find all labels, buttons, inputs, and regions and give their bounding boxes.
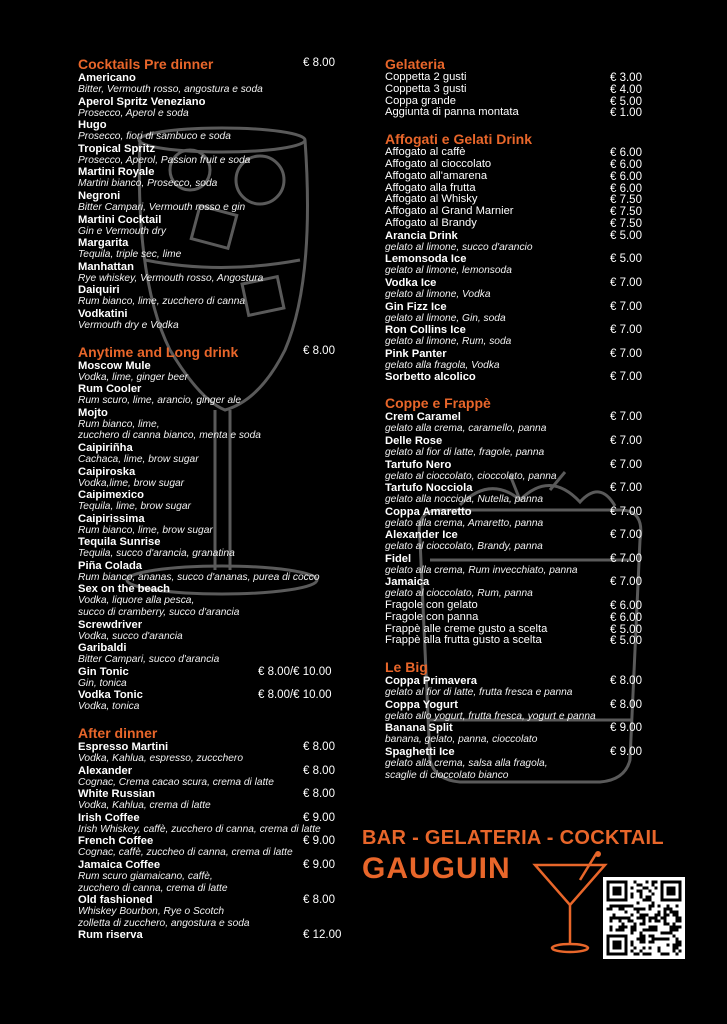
item-description: Vodka, Kahlua, crema di latte — [78, 800, 211, 812]
item-name: Coppetta 3 gusti — [385, 82, 467, 95]
item-name: Espresso Martini — [78, 741, 169, 754]
item-name: Lemonsoda Ice — [385, 253, 467, 266]
item-description: gelato al limone, Gin, soda — [385, 312, 506, 324]
item-name: Fidel — [385, 552, 412, 565]
item-price: € 7.00 — [610, 552, 642, 565]
menu-item — [385, 459, 665, 483]
item-name: Rum riserva — [78, 929, 143, 942]
item-name: Aggiunta di panna montata — [385, 106, 519, 119]
item-description: Rum scuro giamaicano, caffè, — [78, 871, 213, 882]
item-name: Caipiroska — [78, 465, 136, 478]
item-price: € 8.00 — [303, 894, 335, 907]
section-price: € 8.00 — [303, 344, 335, 357]
item-description: zucchero di canna, crema di latte — [78, 882, 228, 894]
item-name: Moscow Mule — [78, 359, 151, 372]
item-name: Coppa Yogurt — [385, 698, 458, 711]
item-price: € 7.00 — [610, 411, 642, 424]
item-description: gelato al limone, Rum, soda — [385, 336, 512, 348]
menu-item — [385, 411, 665, 435]
item-name: Caipimexico — [78, 489, 144, 502]
item-name: Piña Colada — [78, 559, 143, 572]
item-price: € 9.00 — [610, 746, 642, 759]
menu-item — [78, 72, 358, 96]
item-name: Hugo — [78, 119, 107, 132]
section-title: After dinner — [78, 725, 158, 742]
menu-item — [385, 253, 665, 277]
menu-item — [78, 284, 358, 308]
item-name: Rum Cooler — [78, 383, 142, 396]
item-price: € 7.00 — [610, 324, 642, 337]
menu-item — [78, 489, 358, 513]
item-description: gelato allo yogurt, frutta fresca, yogurt e panna — [385, 710, 596, 722]
item-price: € 7.00 — [610, 347, 642, 360]
item-name: Affogato al Brandy — [385, 216, 477, 229]
menu-item — [78, 812, 358, 836]
item-name: Americano — [78, 72, 136, 84]
item-price: € 8.00 — [303, 764, 335, 777]
item-name: Affogato al Whisky — [385, 193, 478, 206]
item-price: € 9.00 — [303, 859, 335, 871]
menu-item — [78, 765, 358, 789]
menu-item — [78, 96, 358, 120]
item-name: Daiquiri — [78, 284, 120, 297]
item-description: gelato alla fragola, Vodka — [385, 359, 500, 371]
item-price: € 1.00 — [610, 107, 642, 120]
item-price: € 9.00 — [303, 811, 335, 824]
item-description: zolletta di zucchero, angostura e soda — [78, 917, 250, 929]
section-title: Cocktails Pre dinner — [78, 56, 214, 72]
menu-item — [78, 119, 358, 143]
item-name: Affogato al caffè — [385, 146, 466, 159]
item-description: gelato al cioccolato, Rum, panna — [385, 588, 533, 600]
item-price: € 8.00 — [303, 788, 335, 801]
menu-item — [78, 237, 358, 261]
menu-item — [78, 407, 358, 442]
item-description: Vodka,lime, brow sugar — [78, 477, 185, 489]
item-price: € 9.00 — [303, 835, 335, 848]
item-name: Affogato alla frutta — [385, 181, 476, 194]
menu-item — [385, 746, 665, 781]
item-name: Irish Coffee — [78, 811, 140, 824]
item-price: € 8.00/€ 10.00 — [258, 689, 332, 702]
item-description: Cachaca, lime, brow sugar — [78, 453, 199, 465]
item-price: € 7.50 — [610, 194, 642, 207]
menu-item — [78, 360, 358, 384]
item-price: € 3.00 — [610, 72, 642, 84]
item-price: € 7.00 — [610, 576, 642, 589]
item-name: Screwdriver — [78, 618, 143, 631]
item-name: Tartufo Nero — [385, 458, 452, 471]
item-description: Prosecco, fiori di sambuco e soda — [78, 131, 231, 143]
item-name: French Coffee — [78, 835, 154, 848]
menu-item — [78, 666, 358, 690]
item-price: € 5.00 — [610, 95, 642, 108]
item-description: banana, gelato, panna, cioccolato — [385, 734, 538, 746]
item-name: Arancia Drink — [385, 229, 458, 242]
item-price: € 8.00 — [303, 741, 335, 754]
menu-section — [78, 344, 358, 714]
item-price: € 5.00 — [610, 229, 642, 242]
menu-item — [78, 859, 358, 894]
menu-item — [385, 675, 665, 699]
item-price: € 7.00 — [610, 458, 642, 471]
item-name: Jamaica Coffee — [78, 859, 161, 871]
menu-item — [385, 576, 665, 600]
item-price: € 6.00 — [610, 600, 642, 613]
menu-item — [78, 619, 358, 643]
item-price: € 4.00 — [610, 83, 642, 96]
item-description: Martini bianco, Prosecco, soda — [78, 178, 218, 190]
menu-item — [385, 218, 665, 230]
item-price: € 6.00 — [610, 611, 642, 624]
item-name: Sex on the beach — [78, 583, 171, 596]
item-name: Garibaldi — [78, 642, 127, 655]
item-name: Tropical Spritz — [78, 142, 156, 155]
menu-section — [385, 56, 665, 119]
item-description: Vodka, tonica — [78, 701, 140, 713]
item-price: € 7.00 — [610, 434, 642, 447]
menu-section — [78, 56, 358, 332]
menu-item — [78, 442, 358, 466]
item-description: Tequila, lime, brow sugar — [78, 501, 191, 513]
menu-item — [78, 166, 358, 190]
left-column — [78, 56, 358, 953]
menu-section — [78, 725, 358, 941]
menu-item — [385, 230, 665, 254]
item-price: € 8.00 — [610, 675, 642, 688]
item-description: Bitter, Vermouth rosso, angostura e soda — [78, 84, 263, 95]
item-name: Fragole con panna — [385, 610, 479, 623]
section-header — [78, 344, 358, 360]
item-price: € 7.00 — [610, 505, 642, 518]
item-name: Ron Collins Ice — [385, 324, 466, 337]
item-name: Tartufo Nocciola — [385, 482, 473, 495]
menu-item — [78, 190, 358, 214]
item-price: € 8.00 — [610, 698, 642, 711]
item-name: Tequila Sunrise — [78, 536, 161, 549]
item-description: Vodka, liquore alla pesca, — [78, 595, 195, 607]
menu-item — [78, 835, 358, 859]
menu-item — [78, 583, 358, 618]
menu-item — [78, 689, 358, 713]
item-price: € 6.00 — [610, 147, 642, 160]
menu-item — [78, 513, 358, 537]
item-description: scaglie di cioccolato bianco — [385, 769, 509, 781]
item-description: Bitter Campari, succo d'arancia — [78, 654, 220, 666]
item-name: Aperol Spritz Veneziano — [78, 95, 206, 108]
item-name: Coppa Amaretto — [385, 505, 472, 518]
item-name: White Russian — [78, 788, 156, 801]
item-description: Irish Whiskey, caffè, zucchero di canna, crema di latte — [78, 823, 321, 835]
section-title: Anytime and Long drink — [78, 343, 239, 360]
menu-item — [78, 536, 358, 560]
right-column — [385, 56, 665, 793]
item-description: Rye whiskey, Vermouth rosso, Angostura — [78, 272, 264, 284]
menu-section — [385, 395, 665, 647]
item-name: Affogato al Grand Marnier — [385, 205, 514, 218]
qr-code-icon[interactable] — [603, 877, 685, 959]
item-description: Vermouth dry e Vodka — [78, 319, 179, 331]
menu-item — [78, 466, 358, 490]
item-name: Affogato al cioccolato — [385, 157, 492, 170]
item-name: Jamaica — [385, 576, 430, 589]
item-name: Pink Panter — [385, 347, 447, 360]
item-description: gelato alla crema, caramello, panna — [385, 423, 547, 435]
brand-name: GAUGUIN — [362, 852, 511, 885]
menu-item — [78, 308, 358, 332]
section-header — [78, 725, 358, 741]
menu-item — [385, 348, 665, 372]
section-title: Affogati e Gelati Drink — [385, 131, 533, 148]
item-name: Affogato all'amarena — [385, 169, 488, 182]
section-title: Le Big — [385, 659, 428, 676]
item-description: Prosecco, Aperol, Passion fruit e soda — [78, 154, 251, 166]
cocktail-glass-icon — [530, 850, 610, 960]
item-price: € 7.00 — [610, 529, 642, 542]
item-name: Caipiriñha — [78, 441, 133, 454]
item-name: Crem Caramel — [385, 411, 461, 424]
item-description: Cognac, caffè, zuccheo di canna, crema di latte — [78, 847, 293, 859]
menu-item — [385, 635, 665, 647]
menu-item — [78, 214, 358, 238]
item-description: Rum bianco, lime, brow sugar — [78, 524, 213, 536]
item-description: Rum bianco, lime, — [78, 418, 160, 430]
item-name: Martini Royale — [78, 166, 155, 179]
item-name: Martini Cocktail — [78, 213, 162, 226]
menu-item — [78, 642, 358, 666]
item-price: € 7.00 — [610, 276, 642, 289]
item-name: Frappè alle creme gusto a scelta — [385, 622, 548, 635]
menu-item — [385, 371, 665, 383]
section-header — [78, 56, 358, 72]
item-description: gelato alla crema, salsa alla fragola, — [385, 758, 548, 770]
item-description: gelato alla crema, Rum invecchiato, panna — [385, 564, 578, 576]
item-price: € 7.00 — [610, 482, 642, 495]
menu-item — [78, 788, 358, 812]
item-name: Fragole con gelato — [385, 599, 478, 612]
brand-tagline: BAR - GELATERIA - COCKTAIL — [362, 827, 664, 849]
menu-section — [385, 659, 665, 781]
item-price: € 5.00 — [610, 623, 642, 636]
item-name: Alexander — [78, 764, 133, 777]
menu-item — [78, 261, 358, 285]
item-price: € 6.00 — [610, 170, 642, 183]
item-description: Rum bianco, ananas, succo d'ananas, purea di cocco — [78, 571, 320, 583]
section-header — [385, 395, 665, 411]
item-name: Mojto — [78, 406, 108, 419]
item-description: Rum scuro, lime, arancio, ginger ale — [78, 395, 242, 407]
menu-item — [385, 506, 665, 530]
section-title: Gelateria — [385, 56, 445, 72]
item-description: Tequila, succo d'arancia, granatina — [78, 548, 235, 560]
item-price: € 7.00 — [610, 300, 642, 313]
item-description: Vodka, Kahlua, espresso, zuccchero — [78, 753, 243, 765]
menu-item — [385, 553, 665, 577]
item-price: € 6.00 — [610, 158, 642, 171]
item-name: Manhattan — [78, 260, 134, 273]
item-name: Coppetta 2 gusti — [385, 71, 467, 83]
section-title: Coppe e Frappè — [385, 395, 491, 412]
item-name: Negroni — [78, 189, 121, 202]
item-description: Whiskey Bourbon, Rye o Scotch — [78, 906, 225, 918]
item-description: gelato alla crema, Amaretto, panna — [385, 517, 544, 529]
item-name: Margarita — [78, 237, 129, 250]
menu-item — [385, 159, 665, 171]
menu-item — [385, 699, 665, 723]
menu-item — [385, 435, 665, 459]
item-description: Gin e Vermouth dry — [78, 225, 166, 237]
item-description: Vodka, lime, ginger beer — [78, 371, 189, 383]
menu-item — [78, 741, 358, 765]
menu-item — [385, 107, 665, 119]
section-header — [385, 659, 665, 675]
item-price: € 5.00 — [610, 635, 642, 648]
menu-item — [385, 722, 665, 746]
menu-section — [385, 131, 665, 383]
menu-item — [78, 383, 358, 407]
item-name: Sorbetto alcolico — [385, 371, 476, 384]
menu-item — [385, 277, 665, 301]
item-name: Old fashioned — [78, 894, 153, 907]
item-name: Delle Rose — [385, 434, 443, 447]
item-name: Banana Split — [385, 722, 453, 735]
menu-item — [385, 84, 665, 96]
section-header — [385, 56, 665, 72]
menu-item — [385, 612, 665, 624]
item-name: Gin Tonic — [78, 665, 129, 678]
menu-item — [78, 929, 358, 941]
menu-item — [78, 560, 358, 584]
menu-item — [385, 171, 665, 183]
item-name: Vodka Tonic — [78, 689, 143, 702]
item-description: gelato al fior di latte, frutta fresca e panna — [385, 687, 573, 699]
item-description: Tequila, triple sec, lime — [78, 249, 182, 261]
item-description: zucchero di canna bianco, menta e soda — [78, 430, 261, 442]
item-price: € 5.00 — [610, 253, 642, 266]
item-name: Frappè alla frutta gusto a scelta — [385, 634, 542, 647]
item-description: Cognac, Crema cacao scura, crema di latte — [78, 776, 274, 788]
item-price: € 6.00 — [610, 182, 642, 195]
item-description: gelato al cioccolato, cioccolato, panna — [385, 470, 557, 482]
item-price: € 7.50 — [610, 206, 642, 219]
item-name: Caipirissima — [78, 512, 145, 525]
item-description: gelato al cioccolato, Brandy, panna — [385, 541, 543, 553]
menu-item — [78, 894, 358, 929]
item-name: Gin Fizz Ice — [385, 300, 447, 313]
item-description: gelato al limone, succo d'arancio — [385, 241, 533, 253]
item-description: gelato alla nocciola, Nutella, panna — [385, 494, 544, 506]
item-name: Spaghetti Ice — [385, 746, 455, 759]
item-description: gelato al fior di latte, fragole, panna — [385, 446, 545, 458]
item-price: € 7.50 — [610, 217, 642, 230]
item-name: Vodka Ice — [385, 276, 437, 289]
item-name: Coppa Primavera — [385, 675, 478, 688]
menu-item — [78, 143, 358, 167]
item-name: Alexander Ice — [385, 529, 458, 542]
item-name: Coppa grande — [385, 94, 456, 107]
menu-item — [385, 324, 665, 348]
section-header — [385, 131, 665, 147]
item-description: gelato al limone, lemonsoda — [385, 265, 512, 277]
item-description: Vodka, succo d'arancia — [78, 630, 183, 642]
item-price: € 8.00/€ 10.00 — [258, 665, 332, 678]
item-name: Vodkatini — [78, 307, 128, 320]
item-description: Rum bianco, lime, zucchero di canna — [78, 296, 246, 308]
item-description: Gin, tonica — [78, 677, 127, 689]
item-price: € 9.00 — [610, 722, 642, 735]
item-description: succo di cramberry, succo d'arancia — [78, 607, 240, 619]
menu-item — [385, 529, 665, 553]
item-description: Prosecco, Aperol e soda — [78, 107, 189, 119]
item-description: Bitter Campari, Vermouth rosso e gin — [78, 201, 246, 213]
menu-item — [385, 301, 665, 325]
section-price: € 8.00 — [303, 57, 335, 69]
menu-item — [385, 482, 665, 506]
item-description: gelato al limone, Vodka — [385, 288, 491, 300]
item-price: € 12.00 — [303, 929, 342, 942]
item-price: € 7.00 — [610, 371, 642, 384]
